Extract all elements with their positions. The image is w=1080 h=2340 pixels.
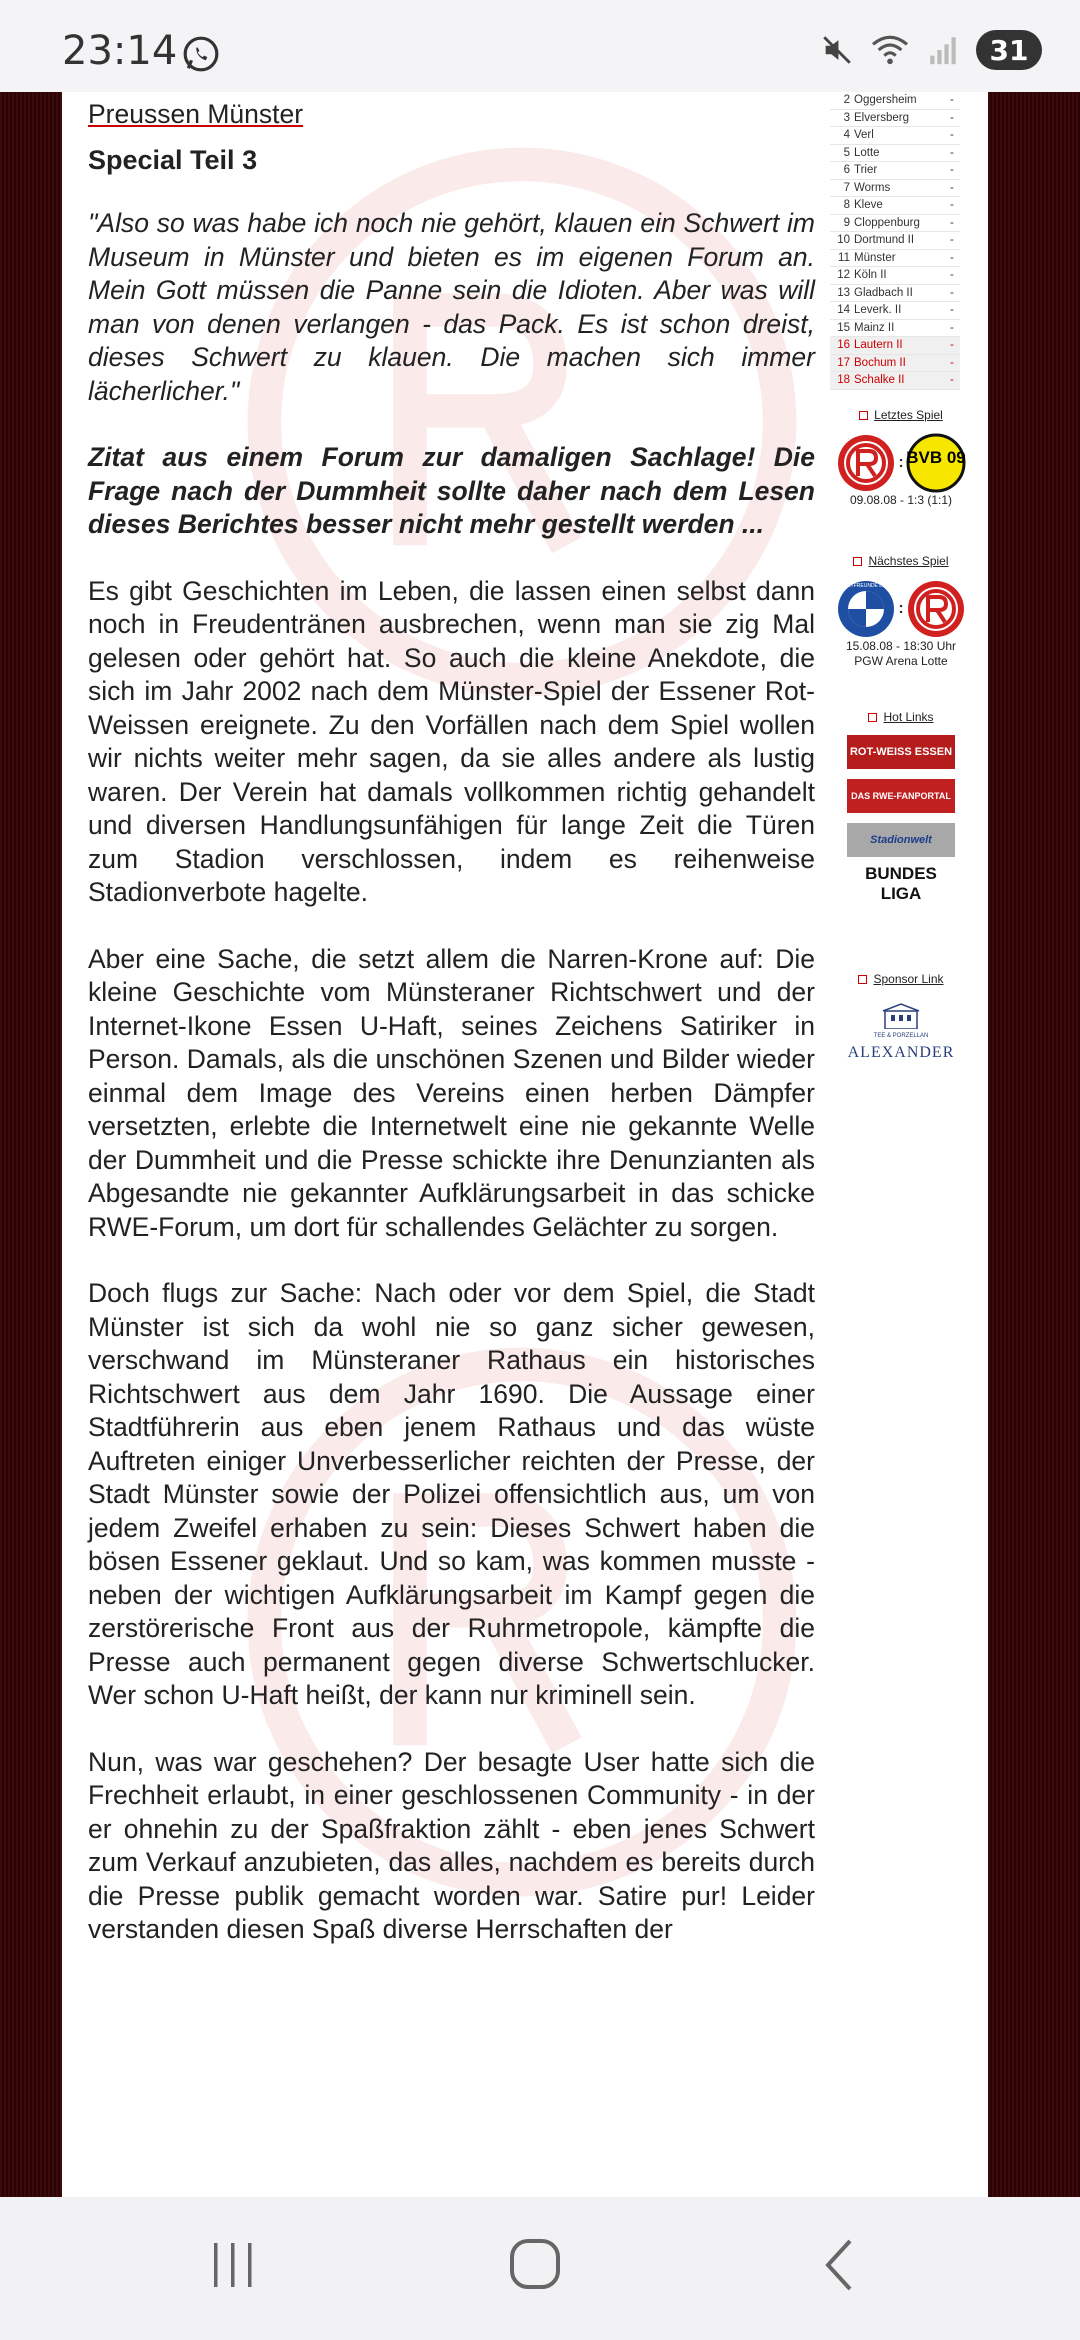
table-cell-pts: -	[950, 251, 954, 264]
table-cell-num: 7	[843, 181, 850, 194]
table-cell-team: Cloppenburg	[854, 216, 920, 229]
table-cell-pts: -	[950, 216, 954, 229]
table-cell-team: Gladbach II	[854, 286, 913, 299]
table-cell-team: Worms	[854, 181, 891, 194]
last-game-link[interactable]: Letztes Spiel	[859, 408, 943, 422]
sponsor-name[interactable]: ALEXANDER	[847, 1043, 955, 1061]
table-cell-team: Köln II	[854, 269, 887, 281]
quote-caption: Zitat aus einem Forum zur damaligen Sachlage! Die Frage nach der Dummheit sollte daher nach dem Lesen dieses Berichtes besser nicht mehr gestellt werden ...	[88, 442, 815, 539]
table-cell-pts: -	[950, 286, 954, 299]
hot-links-box	[814, 710, 988, 901]
table-cell-team: Münster	[854, 251, 896, 264]
table-cell-pts: -	[950, 339, 954, 351]
hot-links-link[interactable]: Hot Links	[868, 710, 933, 724]
sponsor-tag: TEE & PORZELLAN	[873, 1032, 929, 1039]
table-row	[830, 250, 960, 268]
table-cell-team: Bochum II	[854, 356, 906, 369]
stadionwelt-banner[interactable]: Stadionwelt	[847, 823, 955, 857]
sponsor-link[interactable]: Sponsor Link	[858, 972, 943, 986]
table-cell-pts: -	[950, 269, 954, 281]
table-cell-team: Oggersheim	[854, 94, 917, 106]
prev-article-link[interactable]: Preussen Münster	[88, 99, 304, 129]
table-cell-team: Trier	[854, 164, 878, 176]
table-row	[830, 355, 960, 373]
table-row	[830, 337, 960, 355]
article-paragraph: Nun, was war geschehen? Der besagte User hatte sich die Frechheit erlaubt, in einer geschlossenen Community - in der er ohnehin zu der Spaßfraktion zählt - eben jenes Schwert zum Verkauf anzubieten, das alles, nachdem es bereits durch die Presse publik gemacht worden war. Satire pur! Leider verstanden diesen Spaß diverse Herrschaften der	[88, 1746, 815, 1944]
svg-text:BVB 09: BVB 09	[905, 447, 966, 467]
table-cell-team: Lautern II	[854, 339, 903, 351]
table-row	[830, 320, 960, 338]
table-cell-pts: -	[950, 146, 954, 159]
table-row	[830, 180, 960, 198]
recent-apps-button[interactable]	[208, 2237, 258, 2293]
wifi-icon	[870, 33, 910, 67]
table-cell-pts: -	[950, 129, 954, 141]
table-cell-num: 9	[843, 216, 850, 229]
table-row	[830, 92, 960, 110]
content-frame	[62, 92, 988, 2197]
table-cell-num: 15	[837, 321, 850, 334]
table-cell-pts: -	[950, 111, 954, 124]
article-paragraph: Doch flugs zur Sache: Nach oder vor dem Spiel, die Stadt Münster ist sich da wohl nie so ganz sicher gewesen, verschwand im Münsteraner Rathaus ein historisches Richtschwert aus dem Jahr 1690. Die Aussage einer Stadtführerin aus eben jenem Rathaus und das wüste Auftreten einiger Unverbesserlicher reichten der Presse, der Stadt Münster sowie der Polizei offensichtlich aus, um von jedem Zweifel erhaben zu sein: Dieses Schwert haben die bösen Essener geklaut. Und so kam, was kommen musste - neben der wichtigen Aufklärungsarbeit im Kampf gegen die zerstörerische Front aus der Ruhrmetropole, kämpfte die Presse auch permanent gegen diverse Schwertschlucker. Wer schon U-Haft heißt, der kann nur kriminell sein.	[88, 1278, 815, 1710]
table-cell-num: 13	[837, 286, 850, 299]
whatsapp-icon	[182, 35, 220, 73]
mute-icon	[820, 33, 854, 67]
table-cell-num: 4	[843, 129, 850, 141]
next-game-venue: PGW Arena Lotte	[854, 653, 948, 668]
table-cell-num: 6	[843, 164, 850, 176]
signal-icon	[926, 33, 960, 67]
table-cell-num: 17	[837, 356, 850, 369]
table-row	[830, 372, 960, 390]
table-row	[830, 215, 960, 233]
table-cell-team: Dortmund II	[854, 234, 915, 246]
table-row	[830, 127, 960, 145]
table-cell-team: Verl	[854, 129, 874, 141]
table-cell-team: Leverk. II	[854, 304, 902, 316]
rwe-logo[interactable]	[906, 579, 966, 639]
league-table	[830, 92, 960, 390]
table-row	[830, 197, 960, 215]
lotte-logo[interactable]	[836, 579, 896, 639]
system-nav-bar	[0, 2197, 1080, 2340]
table-cell-team: Schalke II	[854, 374, 905, 386]
table-cell-team: Kleve	[854, 199, 883, 211]
table-row	[830, 145, 960, 163]
table-cell-team: Elversberg	[854, 111, 909, 124]
last-game-result: 09.08.08 - 1:3 (1:1)	[849, 492, 953, 507]
table-cell-team: Lotte	[854, 146, 880, 159]
fanportal-banner[interactable]: DAS RWE-FANPORTAL	[847, 779, 955, 813]
home-button[interactable]	[508, 2237, 564, 2293]
rwe-logo[interactable]	[836, 433, 896, 493]
table-row	[830, 267, 960, 285]
article-paragraph: Es gibt Geschichten im Leben, die lassen einen selbst dann noch in Freudentränen ausbrechen, wenn man sie zig Mal gelesen oder gehört hat. So auch die kleine Anekdote, die sich im Jahr 2002 nach dem Münster-Spiel der Essener Rot-Weissen ereignete. Zu den Vorfällen nach dem Spiel wollen wir nichts weiter mehr sagen, da sie alles andere als lustig waren. Der Verein hat damals vollkommen richtig gehandelt und diversen Handlungsunfähigen für lange Zeit die Türen zum Stadion verschlossen, indem es reihenweise Stadionverbote hagelte.	[88, 575, 815, 907]
last-game-box: Letztes Spiel : BVB 09 09.08.08 - 1:3 (1:1)	[814, 408, 988, 508]
table-cell-pts: -	[950, 181, 954, 194]
table-cell-num: 10	[837, 234, 850, 246]
table-row	[830, 302, 960, 320]
table-cell-pts: -	[950, 374, 954, 386]
table-cell-num: 5	[843, 146, 850, 159]
forum-quote: "Also so was habe ich noch nie gehört, klauen ein Schwert im Museum in Münster und bieten es im eigenen Forum an. Mein Gott müssen die Panne sein die Idioten. Aber was will man von denen verlangen - das Pack. Es ist schon dreist, dieses Schwert zu klauen. Die machen sich immer lächerlicher."	[88, 208, 815, 406]
next-game-date: 15.08.08 - 18:30 Uhr	[845, 638, 957, 653]
web-page[interactable]	[0, 92, 1080, 2197]
status-bar	[0, 0, 1080, 92]
bvb-logo[interactable]	[906, 433, 966, 493]
svg-text:SPORTFREUNDE LOTTE: SPORTFREUNDE LOTTE	[836, 582, 896, 589]
table-cell-num: 2	[843, 94, 850, 106]
table-cell-num: 12	[837, 269, 850, 281]
table-cell-pts: -	[950, 321, 954, 334]
table-cell-num: 3	[843, 111, 850, 124]
table-cell-pts: -	[950, 234, 954, 246]
table-row	[830, 162, 960, 180]
rwe-banner[interactable]: ROT-WEISS ESSEN	[847, 735, 955, 769]
table-row	[830, 232, 960, 250]
article-paragraph: Aber eine Sache, die setzt allem die Narren-Krone auf: Die kleine Geschichte vom Münsteraner Richtschwert und der Internet-Ikone Essen U-Haft, seines Zeichens Satiriker in Person. Damals, als die unschönen Szenen und Bilder wieder einmal dem Image des Vereins einen herben Dämpfer versetzten, erlebte die Internetwelt eine nie gekannte Welle der Dummheit und die Presse schickte ihre Denunzianten als Abgesandte nie gekannter Aufklärungsarbeit in das schicke RWE-Forum, um dort für schallendes Gelächter zu sorgen.	[88, 943, 815, 1242]
table-cell-team: Mainz II	[854, 321, 895, 334]
battery-indicator: 31	[976, 30, 1042, 70]
table-cell-num: 8	[843, 199, 850, 211]
table-row	[830, 285, 960, 303]
bundesliga-banner[interactable]: BUNDES LIGA	[847, 867, 955, 901]
next-game-link[interactable]: Nächstes Spiel	[853, 554, 948, 568]
table-cell-pts: -	[950, 356, 954, 369]
sponsor-box	[814, 972, 988, 1062]
table-cell-num: 16	[837, 339, 850, 351]
table-cell-pts: -	[950, 304, 954, 316]
table-cell-pts: -	[950, 164, 954, 176]
back-button[interactable]	[820, 2237, 860, 2293]
next-game-box: Nächstes Spiel SPORTFREUNDE LOTTE : 15.08.08 - 18:30 Uhr PGW Arena Lotte	[814, 554, 988, 669]
table-row	[830, 110, 960, 128]
section-title: Special Teil 3	[88, 144, 258, 175]
table-cell-num: 14	[837, 304, 850, 316]
table-cell-num: 18	[837, 374, 850, 386]
article-body	[88, 92, 815, 1980]
table-cell-pts: -	[950, 199, 954, 211]
table-cell-num: 11	[838, 251, 850, 264]
sponsor-building-icon[interactable]	[881, 1003, 921, 1029]
table-cell-pts: -	[950, 94, 954, 106]
status-time: 23:14	[62, 28, 178, 74]
